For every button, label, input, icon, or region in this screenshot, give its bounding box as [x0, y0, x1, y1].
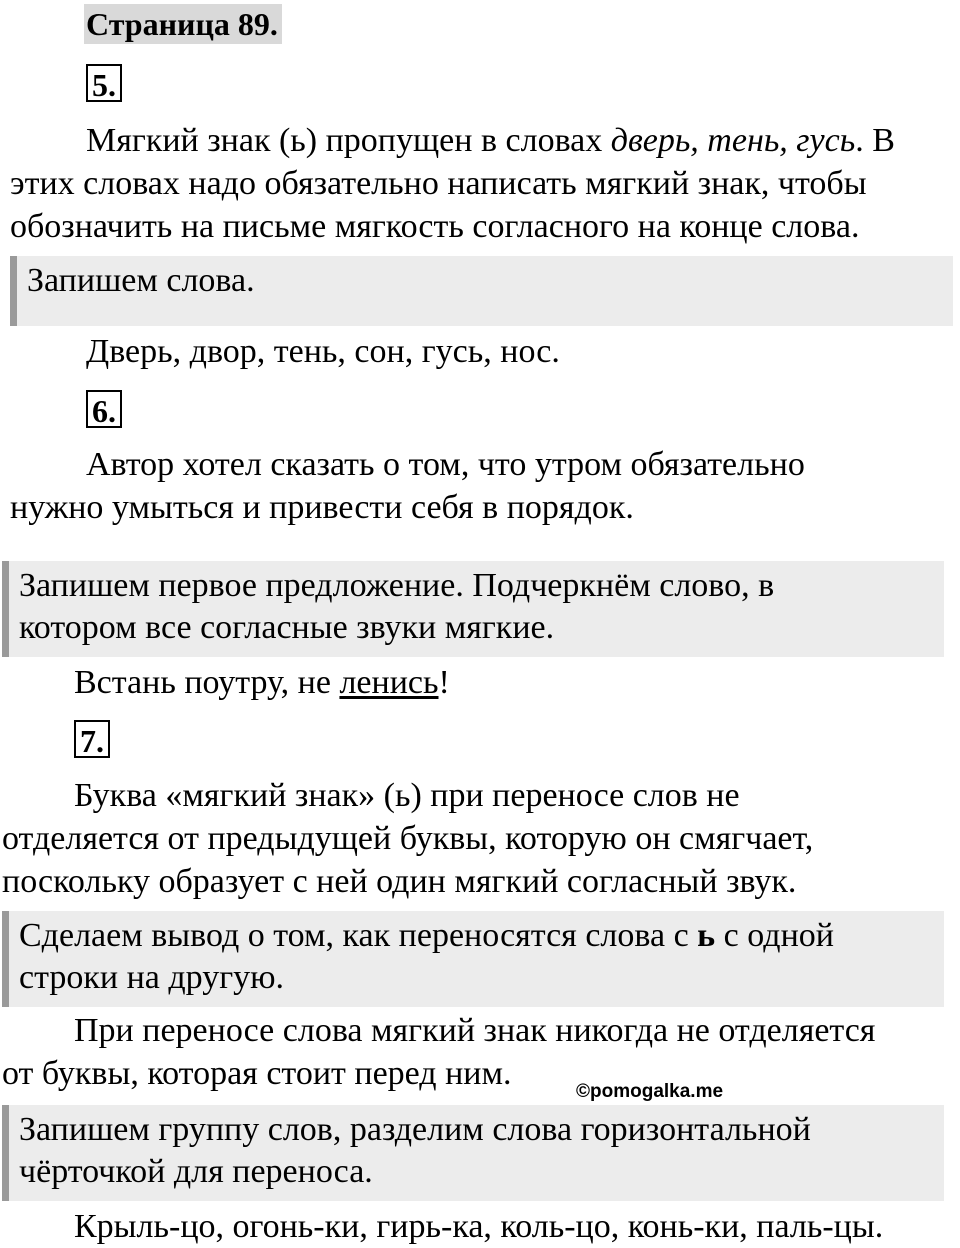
task7-text-line1: Буква «мягкий знак» (ь) при переносе слов не — [74, 777, 740, 814]
soft-sign-bold: ь — [697, 917, 716, 954]
task6-note — [2, 561, 944, 657]
task-number-5: 5. — [86, 64, 122, 102]
task5-text-line1: Мягкий знак (ь) пропущен в словах дверь, тень, гусь. В — [86, 122, 895, 159]
underlined-word: ленись — [339, 664, 439, 701]
task7-note-words — [2, 1105, 944, 1201]
task5-note — [10, 256, 953, 326]
task6-answer: Встань поутру, не ленись! — [74, 664, 450, 701]
task7-text-line3: поскольку образует с ней один мягкий согласный звук. — [2, 863, 797, 900]
task7-note2-line1: Запишем группу слов, разделим слова горизонтальной — [19, 1111, 811, 1148]
task5-answer: Дверь, двор, тень, сон, гусь, нос. — [86, 333, 560, 370]
task-number-6: 6. — [86, 390, 122, 428]
task7-text — [0, 775, 960, 905]
task7-text-line2: отделяется от предыдущей буквы, которую он смягчает, — [2, 820, 814, 857]
task7-conclusion-line1: При переносе слова мягкий знак никогда не отделяется — [74, 1012, 876, 1049]
task7-note2-line2: чёрточкой для переноса. — [19, 1153, 373, 1190]
task6-text-line1: Автор хотел сказать о том, что утром обязательно — [86, 446, 805, 483]
task-number-7: 7. — [74, 720, 110, 758]
task5-note-text: Запишем слова. — [27, 262, 255, 299]
task5-text-line2: этих словах надо обязательно написать мягкий знак, чтобы — [10, 165, 867, 202]
task7-answer: Крыль-цо, огонь-ки, гирь-ка, коль-цо, конь-ки, паль-цы. — [74, 1208, 884, 1245]
task7-note1-line1: Сделаем вывод о том, как переносятся слова с ь с одной — [19, 917, 834, 954]
page-title: Страница 89. — [84, 4, 282, 44]
task5-text — [0, 120, 960, 250]
task7-conclusion — [0, 1010, 960, 1100]
task6-note-line1: Запишем первое предложение. Подчеркнём слово, в — [19, 567, 775, 604]
task6-text — [0, 444, 960, 534]
task7-note-conclusion — [2, 911, 944, 1007]
task7-conclusion-line2: от буквы, которая стоит перед ним. — [2, 1055, 512, 1092]
task6-note-line2: котором все согласные звуки мягкие. — [19, 609, 555, 646]
task6-text-line2: нужно умыться и привести себя в порядок. — [10, 489, 634, 526]
task7-note1-line2: строки на другую. — [19, 959, 285, 996]
task5-italic-words: дверь, тень, гусь — [610, 122, 856, 159]
task5-text-line3: обозначить на письме мягкость согласного на конце слова. — [10, 208, 860, 245]
watermark: ©pomogalka.me — [576, 1081, 724, 1102]
